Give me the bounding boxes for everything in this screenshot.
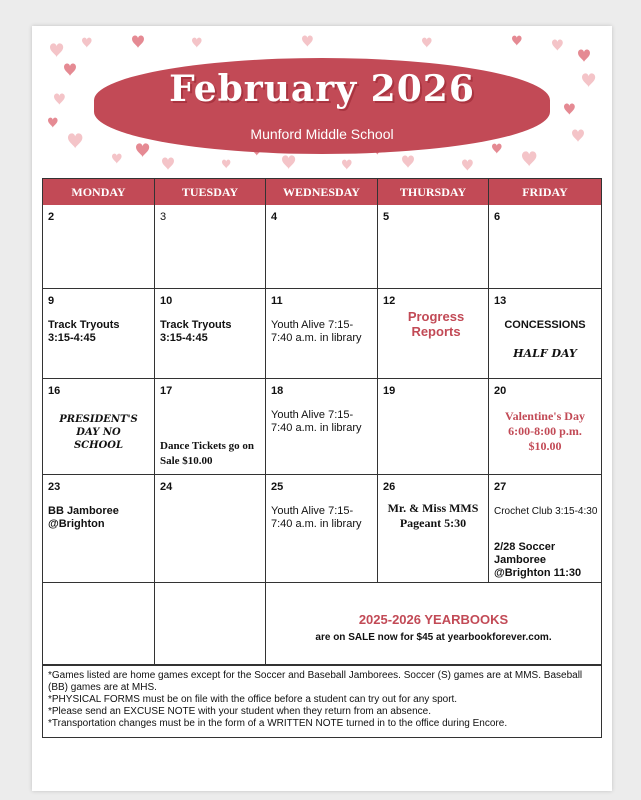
day-number: 27 — [494, 481, 507, 493]
page-title: February 2026 — [169, 68, 475, 110]
day-number: 25 — [271, 481, 284, 493]
weekday-friday: FRIDAY — [522, 185, 568, 199]
note-item: *PHYSICAL FORMS must be on file with the office before a student can try out for any sport. — [48, 694, 458, 705]
day-number: 10 — [160, 295, 173, 307]
day-cell — [266, 205, 378, 289]
event-track-tryouts: Track Tryouts 3:15-4:45 — [48, 319, 120, 344]
day-number: 12 — [383, 295, 396, 307]
calendar-header — [42, 34, 602, 174]
day-number: 11 — [271, 295, 283, 307]
day-number: 9 — [48, 295, 55, 307]
event-youth-alive: Youth Alive 7:15-7:40 a.m. in library — [271, 409, 362, 434]
day-cell — [378, 379, 489, 475]
event-half-day: HALF DAY — [513, 347, 577, 360]
event-youth-alive: Youth Alive 7:15-7:40 a.m. in library — [271, 505, 362, 530]
day-number: 16 — [48, 385, 61, 397]
weekday-monday: MONDAY — [43, 179, 155, 205]
notes-section — [42, 666, 602, 738]
event-pageant: Mr. & Miss MMS Pageant 5:30 — [387, 501, 479, 530]
day-number: 24 — [160, 481, 173, 493]
event-soccer-jamboree: 2/28 Soccer Jamboree @Brighton 11:30 — [494, 541, 582, 579]
day-number: 19 — [383, 385, 396, 397]
calendar-grid — [42, 178, 602, 666]
day-cell — [43, 289, 155, 379]
day-cell — [155, 289, 266, 379]
empty-cell — [155, 583, 266, 665]
school-name: Munford Middle School — [250, 126, 394, 142]
event-youth-alive: Youth Alive 7:15-7:40 a.m. in library — [271, 319, 362, 344]
day-cell — [378, 205, 489, 289]
day-cell — [155, 475, 266, 583]
day-cell — [489, 379, 601, 475]
day-number: 6 — [494, 211, 501, 223]
day-cell — [489, 205, 601, 289]
day-number: 26 — [383, 481, 396, 493]
event-track-tryouts: Track Tryouts 3:15-4:45 — [160, 319, 232, 344]
yearbook-text: are on SALE now for $45 at yearbookforever.com. — [315, 632, 552, 643]
event-crochet-club: Crochet Club 3:15-4:30 — [494, 506, 598, 517]
day-cell — [266, 379, 378, 475]
day-cell — [489, 475, 601, 583]
yearbook-cell — [266, 583, 601, 665]
weekday-wednesday: WEDNESDAY — [266, 179, 378, 205]
day-number: 3 — [160, 211, 167, 223]
day-number: 18 — [271, 385, 284, 397]
event-valentines-day: Valentine's Day 6:00-8:00 p.m. $10.00 — [505, 409, 585, 453]
day-number: 2 — [48, 211, 55, 223]
day-cell — [378, 289, 489, 379]
event-dance-tickets: Dance Tickets go on Sale $10.00 — [160, 440, 255, 467]
day-number: 4 — [271, 211, 278, 223]
day-cell — [378, 475, 489, 583]
day-number: 13 — [494, 295, 507, 307]
day-number: 5 — [383, 211, 390, 223]
day-number: 23 — [48, 481, 61, 493]
event-bb-jamboree: BB Jamboree @Brighton — [48, 505, 119, 530]
note-item: *Games listed are home games except for the Soccer and Baseball Jamborees. Soccer (S) games are at MMS. Baseball (BB) games are at MHS. — [48, 670, 583, 693]
weekday-header-row — [43, 179, 601, 205]
note-item: *Please send an EXCUSE NOTE with your student when they return from an absence. — [48, 706, 431, 717]
day-number: 17 — [160, 385, 173, 397]
day-cell — [155, 205, 266, 289]
yearbook-title: 2025-2026 YEARBOOKS — [358, 612, 509, 627]
day-cell — [266, 289, 378, 379]
calendar-page — [32, 26, 612, 791]
day-cell — [266, 475, 378, 583]
day-cell — [155, 379, 266, 475]
event-concessions: CONCESSIONS — [504, 319, 586, 331]
weekday-thursday: THURSDAY — [378, 179, 489, 205]
empty-cell — [43, 583, 155, 665]
day-cell — [43, 205, 155, 289]
event-presidents-day: PRESIDENT'S DAY NO SCHOOL — [59, 414, 138, 451]
weekday-tuesday: TUESDAY — [155, 179, 266, 205]
note-item: *Transportation changes must be in the form of a WRITTEN NOTE turned in to the office during Encore. — [48, 718, 508, 729]
day-number: 20 — [494, 385, 507, 397]
day-cell — [489, 289, 601, 379]
day-cell — [43, 379, 155, 475]
event-progress-reports: Progress Reports — [407, 309, 465, 339]
day-cell — [43, 475, 155, 583]
